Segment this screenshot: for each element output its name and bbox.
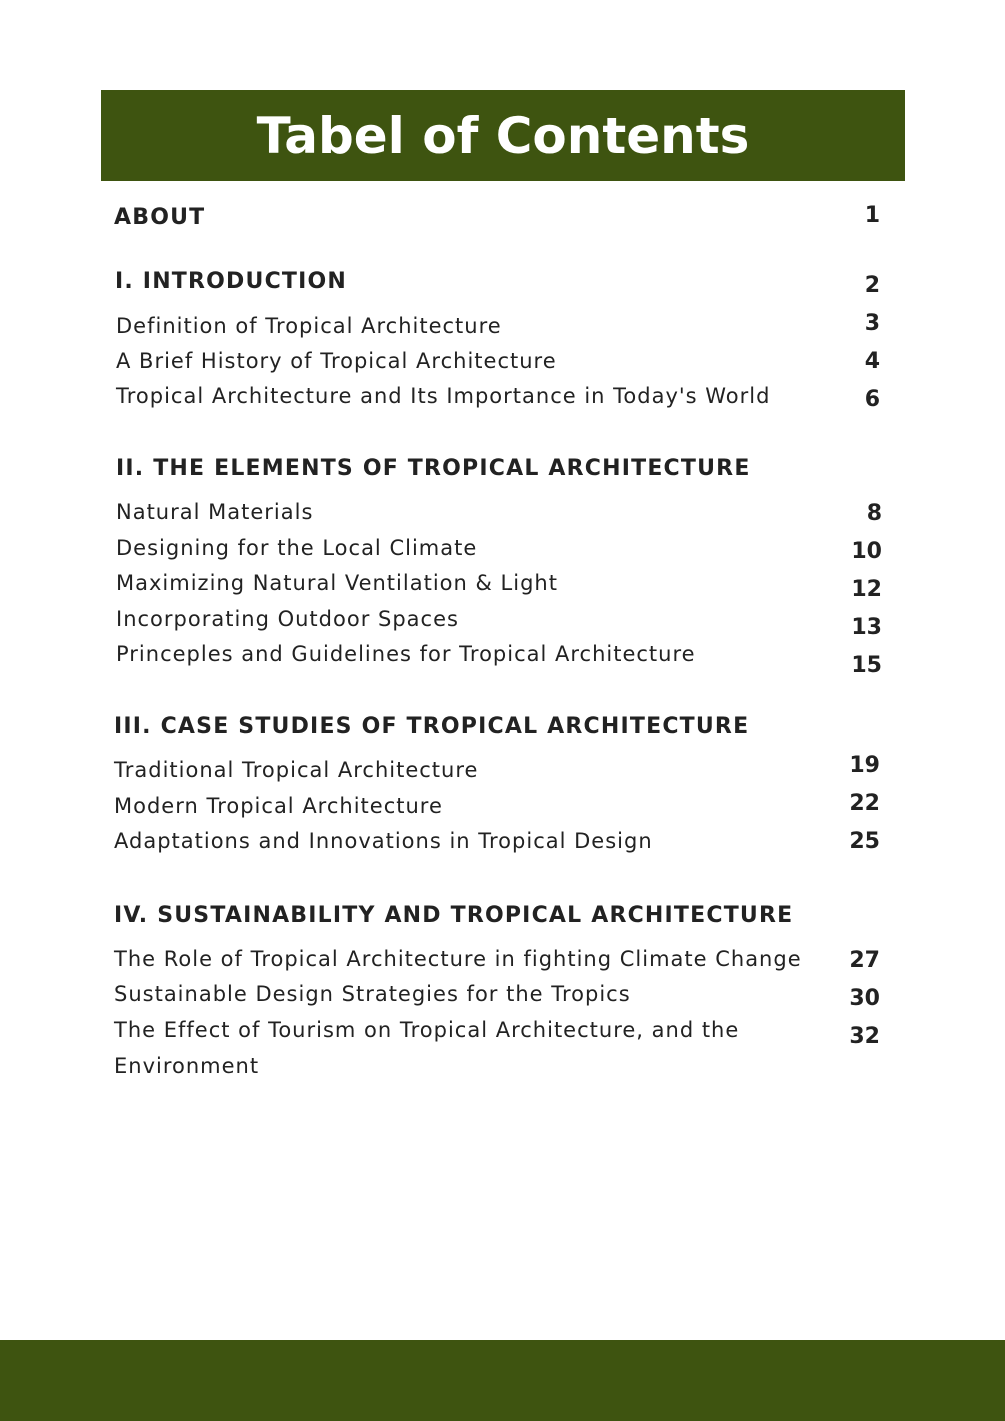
toc-entry[interactable]: Designing for the Local Climate xyxy=(116,536,478,560)
toc-entry[interactable]: The Effect of Tourism on Tropical Architecture, and the Environment xyxy=(114,1018,740,1078)
toc-entry-page: 10 xyxy=(851,539,882,564)
toc-entry-page: 22 xyxy=(849,791,880,816)
toc-entry[interactable]: A Brief History of Tropical Architecture xyxy=(116,349,557,373)
toc-entry-page: 15 xyxy=(851,653,882,678)
toc-entry-page: 13 xyxy=(851,615,882,640)
toc-entry[interactable]: Traditional Tropical Architecture xyxy=(114,758,479,782)
toc-entry[interactable]: The Role of Tropical Architecture in fighting Climate Change xyxy=(114,947,802,971)
toc-section-heading[interactable]: IV. SUSTAINABILITY AND TROPICAL ARCHITECTURE xyxy=(114,903,794,928)
toc-entry[interactable]: Maximizing Natural Ventilation & Light xyxy=(116,571,558,595)
toc-entry[interactable]: Natural Materials xyxy=(116,500,314,524)
toc-section-heading[interactable]: III. CASE STUDIES OF TROPICAL ARCHITECTURE xyxy=(114,714,750,739)
title-banner xyxy=(101,90,905,181)
toc-entry-page: 30 xyxy=(849,986,880,1011)
toc-about-label[interactable]: ABOUT xyxy=(114,205,206,230)
footer-bar xyxy=(0,1340,1005,1421)
toc-entry[interactable]: Princeples and Guidelines for Tropical Architecture xyxy=(116,642,696,666)
toc-section-heading[interactable]: II. THE ELEMENTS OF TROPICAL ARCHITECTURE xyxy=(116,456,751,481)
page-title: Tabel of Contents xyxy=(256,106,750,165)
toc-entry[interactable]: Modern Tropical Architecture xyxy=(114,794,443,818)
toc-entry[interactable]: Adaptations and Innovations in Tropical Design xyxy=(114,829,653,853)
toc-entry-page: 19 xyxy=(849,753,880,778)
toc-entry[interactable]: Tropical Architecture and Its Importance in Today's World xyxy=(116,384,771,408)
toc-entry[interactable]: Incorporating Outdoor Spaces xyxy=(116,607,459,631)
toc-entry-page: 27 xyxy=(849,948,880,973)
toc-entry-page: 4 xyxy=(864,349,880,374)
toc-entry[interactable]: Definition of Tropical Architecture xyxy=(116,314,502,338)
toc-section-page: 2 xyxy=(864,273,880,298)
toc-about-page: 1 xyxy=(864,203,880,228)
toc-entry-page: 25 xyxy=(849,829,880,854)
toc-section-heading[interactable]: I. INTRODUCTION xyxy=(115,269,348,294)
toc-entry-page: 3 xyxy=(864,311,880,336)
toc-entry-page: 12 xyxy=(851,577,882,602)
toc-entry-page: 6 xyxy=(864,387,880,412)
toc-entry-page: 32 xyxy=(849,1024,880,1049)
toc-entry[interactable]: Sustainable Design Strategies for the Tropics xyxy=(114,982,631,1006)
toc-entry-page: 8 xyxy=(866,501,882,526)
